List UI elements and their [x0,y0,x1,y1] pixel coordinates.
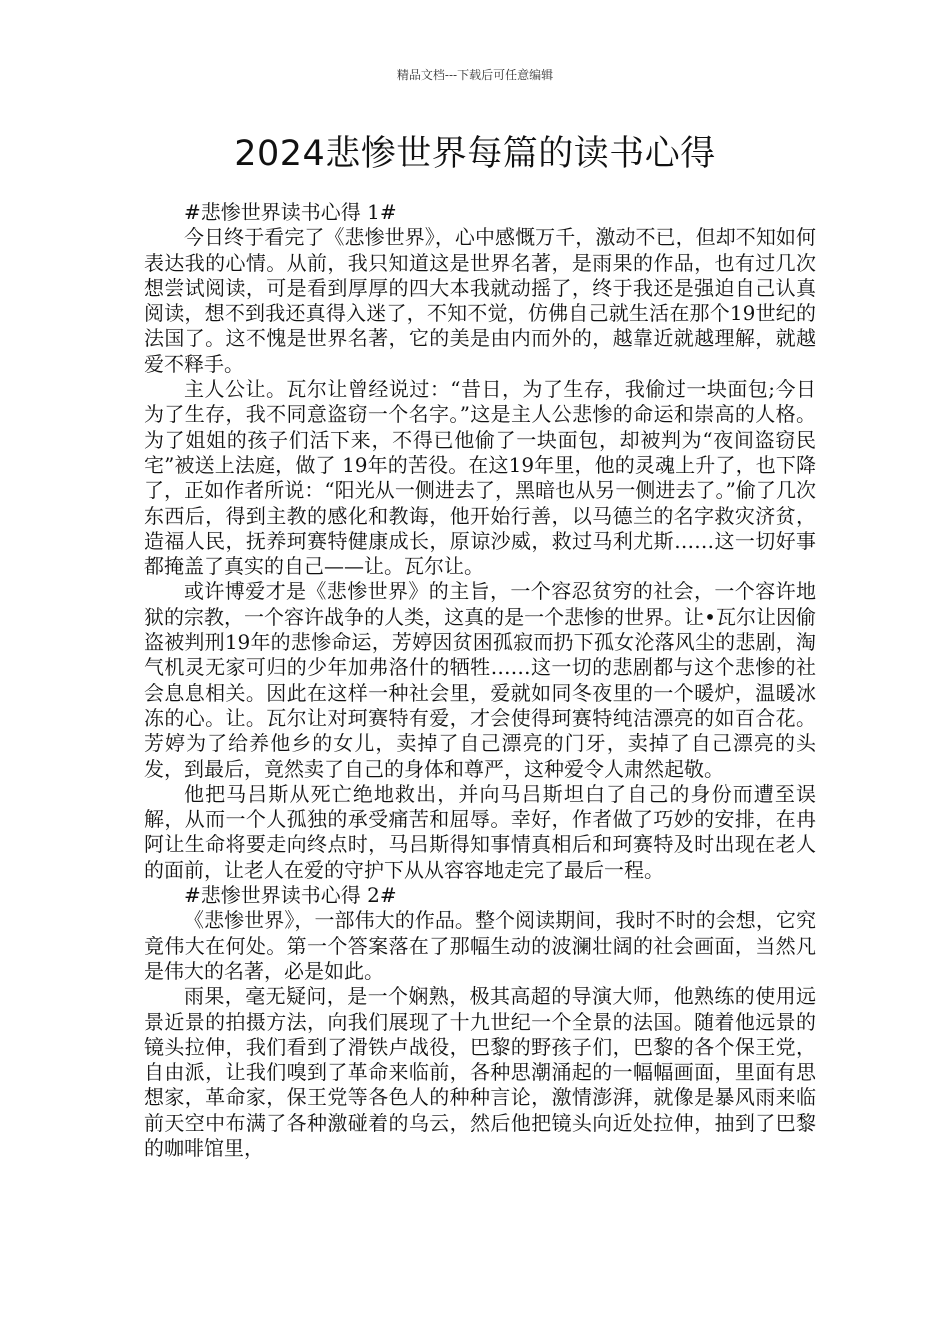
paragraph: 或许博爱才是《悲惨世界》的主旨，一个容忍贫穷的社会，一个容许地狱的宗教，一个容许战争的人类，这真的是一个悲惨的世界。让•瓦尔让因偷盗被判刑19年的悲惨命运，芳婷因贫困孤寂而扔下孤女沦落风尘的悲剧，淘气机灵无家可归的少年加弗洛什的牺牲……这一切的悲剧都与这个悲惨的社会息息相关。因此在这样一种社会里，爱就如同冬夜里的一个暖炉，温暖冰冻的心。让。瓦尔让对珂赛特有爱，才会使得珂赛特纯洁漂亮的如百合花。芳婷为了给养他乡的女儿，卖掉了自己漂亮的门牙，卖掉了自己漂亮的头发，到最后，竟然卖了自己的身体和尊严，这种爱令人肃然起敬。 [144,579,816,781]
section-heading-1: #悲惨世界读书心得 1# [184,200,397,224]
paragraph: 今日终于看完了《悲惨世界》，心中感慨万千，激动不已，但却不知如何表达我的心情。从前，我只知道这是世界名著，是雨果的作品，也有过几次想尝试阅读，可是看到厚厚的四大本我就动摇了，终于我还是强迫自己认真阅读，想不到我还真得入迷了，不知不觉，仿佛自己就生活在那个19世纪的法国了。这不愧是世界名著，它的美是由内而外的，越靠近就越理解，就越爱不释手。 [144,225,816,376]
paragraph: 他把马吕斯从死亡绝地救出，并向马吕斯坦白了自己的身份而遭至误解，从而一个人孤独的承受痛苦和屈辱。幸好，作者做了巧妙的安排，在冉阿让生命将要走向终点时，马吕斯得知事情真相后和珂赛特及时出现在老人的面前，让老人在爱的守护下从从容容地走完了最后一程。 [144,781,816,882]
document-title: 2024悲惨世界每篇的读书心得 [234,134,716,174]
paragraph: 《悲惨世界》，一部伟大的作品。整个阅读期间，我时不时的会想，它究竟伟大在何处。第一个答案落在了那幅生动的波澜壮阔的社会画面，当然凡是伟大的名著，必是如此。 [144,908,816,983]
paragraph: 雨果，毫无疑问，是一个娴熟，极其高超的导演大师，他熟练的使用远景近景的拍摄方法，向我们展现了十九世纪一个全景的法国。随着他远景的镜头拉伸，我们看到了滑铁卢战役，巴黎的野孩子们，巴黎的各个保王党，自由派，让我们嗅到了革命来临前，各种思潮涌起的一幅幅画面，里面有思想家，革命家，保王党等各色人的种种言论，激情澎湃，就像是暴风雨来临前天空中布满了各种激碰着的乌云，然后他把镜头向近处拉伸，抽到了巴黎的咖啡馆里， [144,984,816,1160]
header-note: 精品文档---下载后可任意编辑 [396,68,554,82]
document-body [144,200,816,1161]
paragraph: 主人公让。瓦尔让曾经说过：“昔日，为了生存，我偷过一块面包;今日为了生存，我不同意盗窃一个名字。”这是主人公悲惨的命运和崇高的人格。为了姐姐的孩子们活下来，不得已他偷了一块面包，却被判为“夜间盗窃民宅”被送上法庭，做了 19年的苦役。在这19年里，他的灵魂上升了，也下降了，正如作者所说：“阳光从一侧进去了，黑暗也从另一侧进去了。”偷了几次东西后，得到主教的感化和教诲，他开始行善，以马德兰的名字救灾济贫，造福人民，抚养珂赛特健康成长，原谅沙威，救过马利尤斯……这一切好事都掩盖了真实的自己——让。瓦尔让。 [144,377,816,579]
section-heading-2: #悲惨世界读书心得 2# [184,883,397,908]
